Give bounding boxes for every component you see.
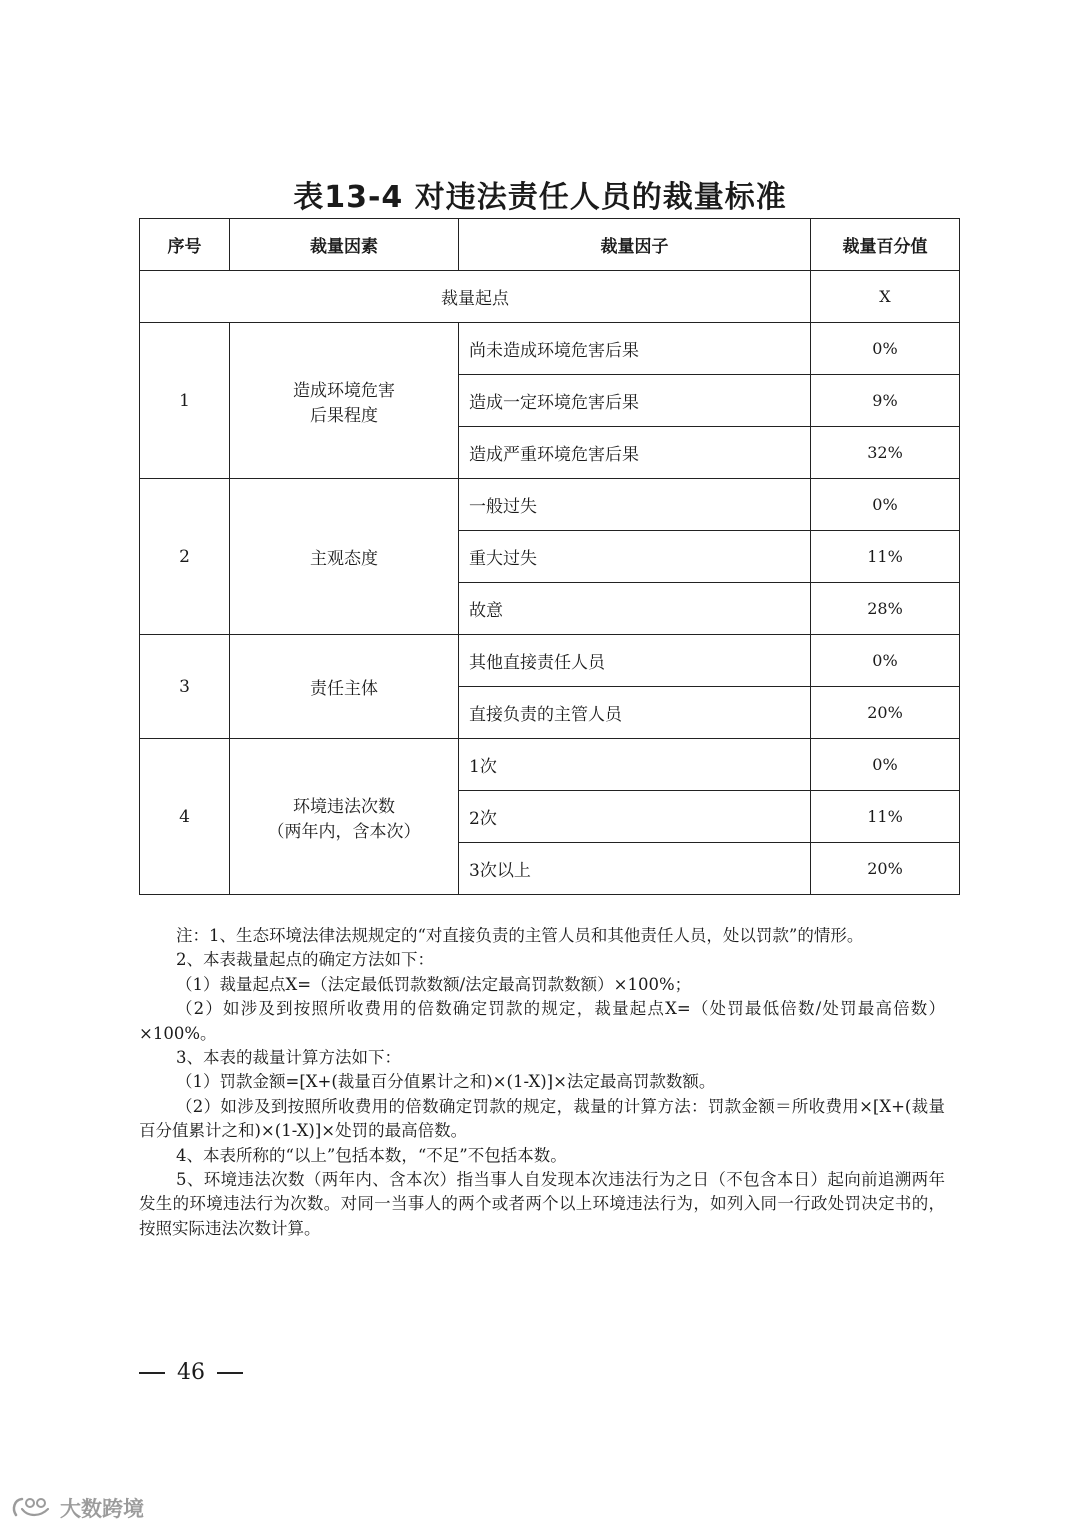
watermark-text: 大数跨境	[60, 1497, 144, 1521]
note-paragraph: 4、本表所称的“以上”包括本数，“不足”不包括本数。	[176, 1145, 567, 1165]
group-factor	[230, 479, 459, 635]
group-factor	[230, 323, 459, 479]
header-percent: 裁量百分值	[811, 219, 960, 271]
factor-line: 主观态度	[310, 549, 378, 569]
group-number: 2	[140, 479, 230, 635]
start-point-value: X	[811, 271, 960, 323]
group-number: 1	[140, 323, 230, 479]
factor-line: 后果程度	[310, 405, 378, 426]
group-number: 3	[140, 635, 230, 739]
percent-cell: 20%	[811, 843, 960, 895]
table-title: 表13-4 对违法责任人员的裁量标准	[293, 180, 787, 215]
page-dash-left	[139, 1372, 165, 1374]
item-cell: 重大过失	[459, 531, 811, 583]
percent-cell: 0%	[811, 323, 960, 375]
note-paragraph: 5、环境违法次数（两年内、含本次）指当事人自发现本次违法行为之日（不包含本日）起向前追溯两年发生的环境违法行为次数。对同一当事人的两个或者两个以上环境违法行为，如列入同一行政处罚决定书的，按照实际违法次数计算。	[139, 1170, 945, 1238]
percent-cell: 11%	[811, 791, 960, 843]
factor-line: 环境违法次数	[293, 796, 395, 817]
note-paragraph: （2）如涉及到按照所收费用的倍数确定罚款的规定，裁量的计算方法：罚款金额＝所收费用×[X+(裁量百分值累计之和)×(1-X)]×处罚的最高倍数。	[139, 1096, 945, 1141]
percent-cell: 20%	[811, 687, 960, 739]
percent-cell: 32%	[811, 427, 960, 479]
note-paragraph: 2、本表裁量起点的确定方法如下：	[176, 950, 434, 970]
notes-section	[139, 924, 945, 1241]
note-paragraph: （1）罚款金额=[X+(裁量百分值累计之和)×(1-X)]×法定最高罚款数额。	[176, 1072, 716, 1092]
item-cell: 2次	[459, 791, 811, 843]
group-factor	[230, 635, 459, 739]
note-paragraph: （1）裁量起点X=（法定最低罚款数额/法定最高罚款数额）×100%；	[176, 974, 692, 994]
header-item: 裁量因子	[459, 219, 811, 271]
item-cell: 直接负责的主管人员	[459, 687, 811, 739]
percent-cell: 28%	[811, 583, 960, 635]
group-factor	[230, 739, 459, 895]
factor-line: （两年内，含本次）	[267, 821, 421, 842]
note-paragraph: 3、本表的裁量计算方法如下：	[176, 1048, 401, 1068]
note-paragraph: （2）如涉及到按照所收费用的倍数确定罚款的规定，裁量起点X=（处罚最低倍数/处罚最高倍数）×100%。	[139, 999, 945, 1043]
page-number-text: 46	[177, 1360, 205, 1385]
table-header-row	[140, 219, 960, 271]
header-no: 序号	[140, 219, 230, 271]
discretion-standard-table	[139, 218, 960, 895]
item-cell: 一般过失	[459, 479, 811, 531]
header-factor: 裁量因素	[230, 219, 459, 271]
note-paragraph: 注：1、生态环境法律法规规定的“对直接负责的主管人员和其他责任人员，处以罚款”的情形。	[176, 926, 864, 945]
percent-cell: 0%	[811, 479, 960, 531]
percent-cell: 0%	[811, 739, 960, 791]
item-cell: 故意	[459, 583, 811, 635]
table-row	[140, 479, 960, 531]
factor-line: 造成环境危害	[293, 380, 395, 401]
item-cell: 尚未造成环境危害后果	[459, 323, 811, 375]
percent-cell: 9%	[811, 375, 960, 427]
item-cell: 其他直接责任人员	[459, 635, 811, 687]
table-row	[140, 739, 960, 791]
page-number	[139, 1360, 243, 1385]
item-cell: 1次	[459, 739, 811, 791]
item-cell: 造成一定环境危害后果	[459, 375, 811, 427]
page-dash-right	[217, 1372, 243, 1374]
start-point-label: 裁量起点	[140, 271, 811, 323]
factor-line: 责任主体	[310, 679, 378, 699]
item-cell: 造成严重环境危害后果	[459, 427, 811, 479]
group-number: 4	[140, 739, 230, 895]
percent-cell: 11%	[811, 531, 960, 583]
table-row	[140, 635, 960, 687]
watermark-logo-icon	[10, 1495, 54, 1521]
percent-cell: 0%	[811, 635, 960, 687]
watermark	[10, 1493, 144, 1523]
table-row	[140, 323, 960, 375]
start-point-row	[140, 271, 960, 323]
item-cell: 3次以上	[459, 843, 811, 895]
